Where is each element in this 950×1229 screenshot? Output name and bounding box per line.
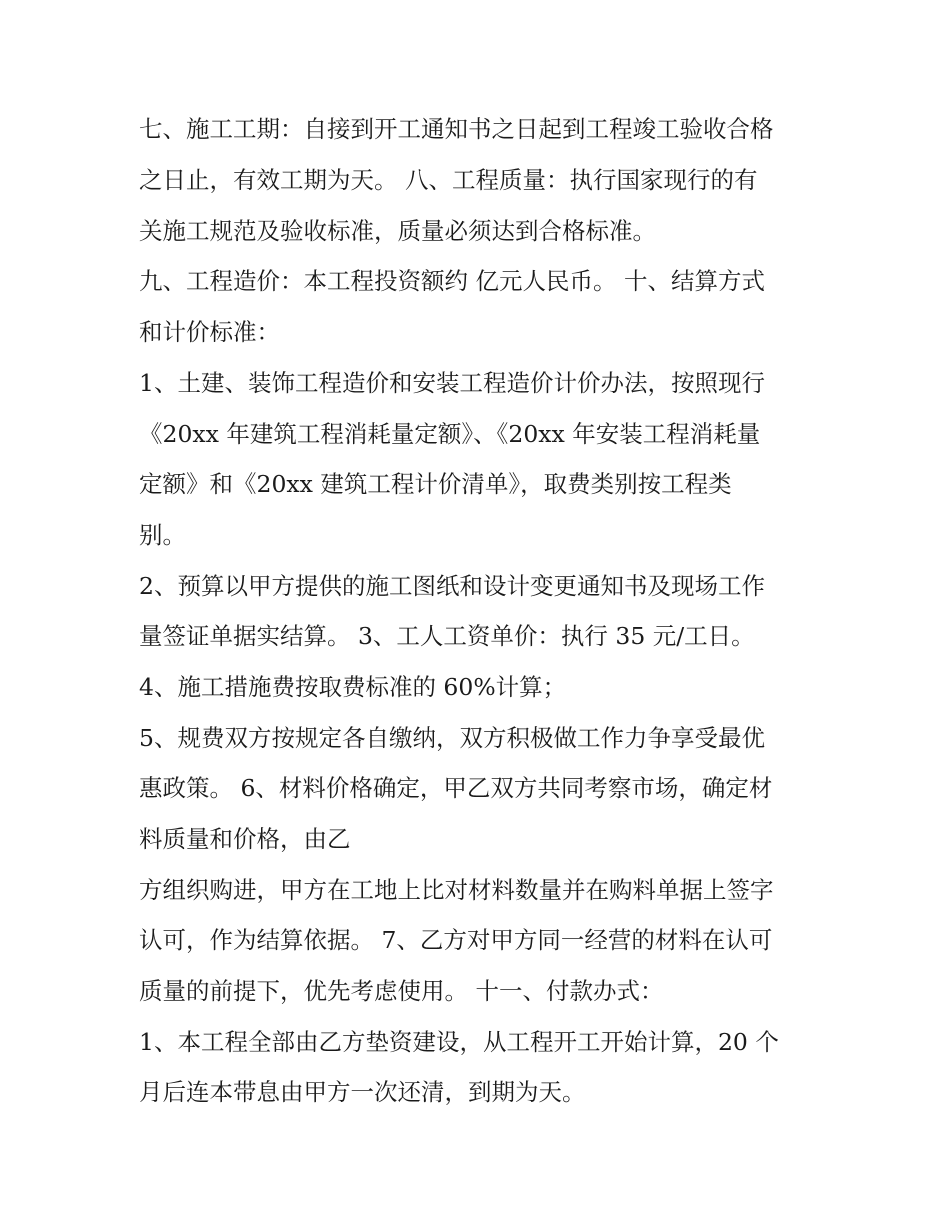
text-line: 4、施工措施费按取费标准的 60%计算； — [139, 673, 567, 701]
text-line: 月后连本带息由甲方一次还清，到期为天。 — [139, 1078, 586, 1106]
text-line: 1、土建、装饰工程造价和安装工程造价计价办法，按照现行 — [139, 369, 765, 397]
text-line: 七、施工工期：自接到开工通知书之日起到工程竣工验收合格 — [139, 115, 774, 143]
text-line: 和计价标准： — [139, 318, 280, 346]
text-line: 关施工规范及验收标准，质量必须达到合格标准。 — [139, 217, 656, 245]
text-line: 认可，作为结算依据。 7、乙方对甲方同一经营的材料在认可 — [139, 926, 773, 954]
text-line: 惠政策。 6、材料价格确定，甲乙双方共同考察市场，确定材 — [139, 774, 773, 802]
text-line: 5、规费双方按规定各自缴纳，双方积极做工作力争享受最优 — [139, 724, 765, 752]
text-line: 别。 — [139, 521, 186, 549]
text-line: 量签证单据实结算。 3、工人工资单价：执行 35 元/工日。 — [139, 622, 755, 650]
text-line: 定额》和《20xx 建筑工程计价清单》，取费类别按工程类 — [139, 470, 732, 498]
text-line: 九、工程造价：本工程投资额约 亿元人民币。 十、结算方式 — [139, 267, 765, 295]
text-line: 《20xx 年建筑工程消耗量定额》、《20xx 年安装工程消耗量 — [139, 420, 761, 448]
text-line: 料质量和价格，由乙 — [139, 825, 351, 853]
text-line: 质量的前提下，优先考虑使用。 十一、付款办式： — [139, 977, 664, 1005]
text-line: 2、预算以甲方提供的施工图纸和设计变更通知书及现场工作 — [139, 572, 765, 600]
text-line: 1、本工程全部由乙方垫资建设，从工程开工开始计算，20 个 — [139, 1028, 779, 1056]
text-line: 方组织购进，甲方在工地上比对材料数量并在购料单据上签字 — [139, 876, 774, 904]
text-line: 之日止，有效工期为天。 八、工程质量：执行国家现行的有 — [139, 166, 758, 194]
